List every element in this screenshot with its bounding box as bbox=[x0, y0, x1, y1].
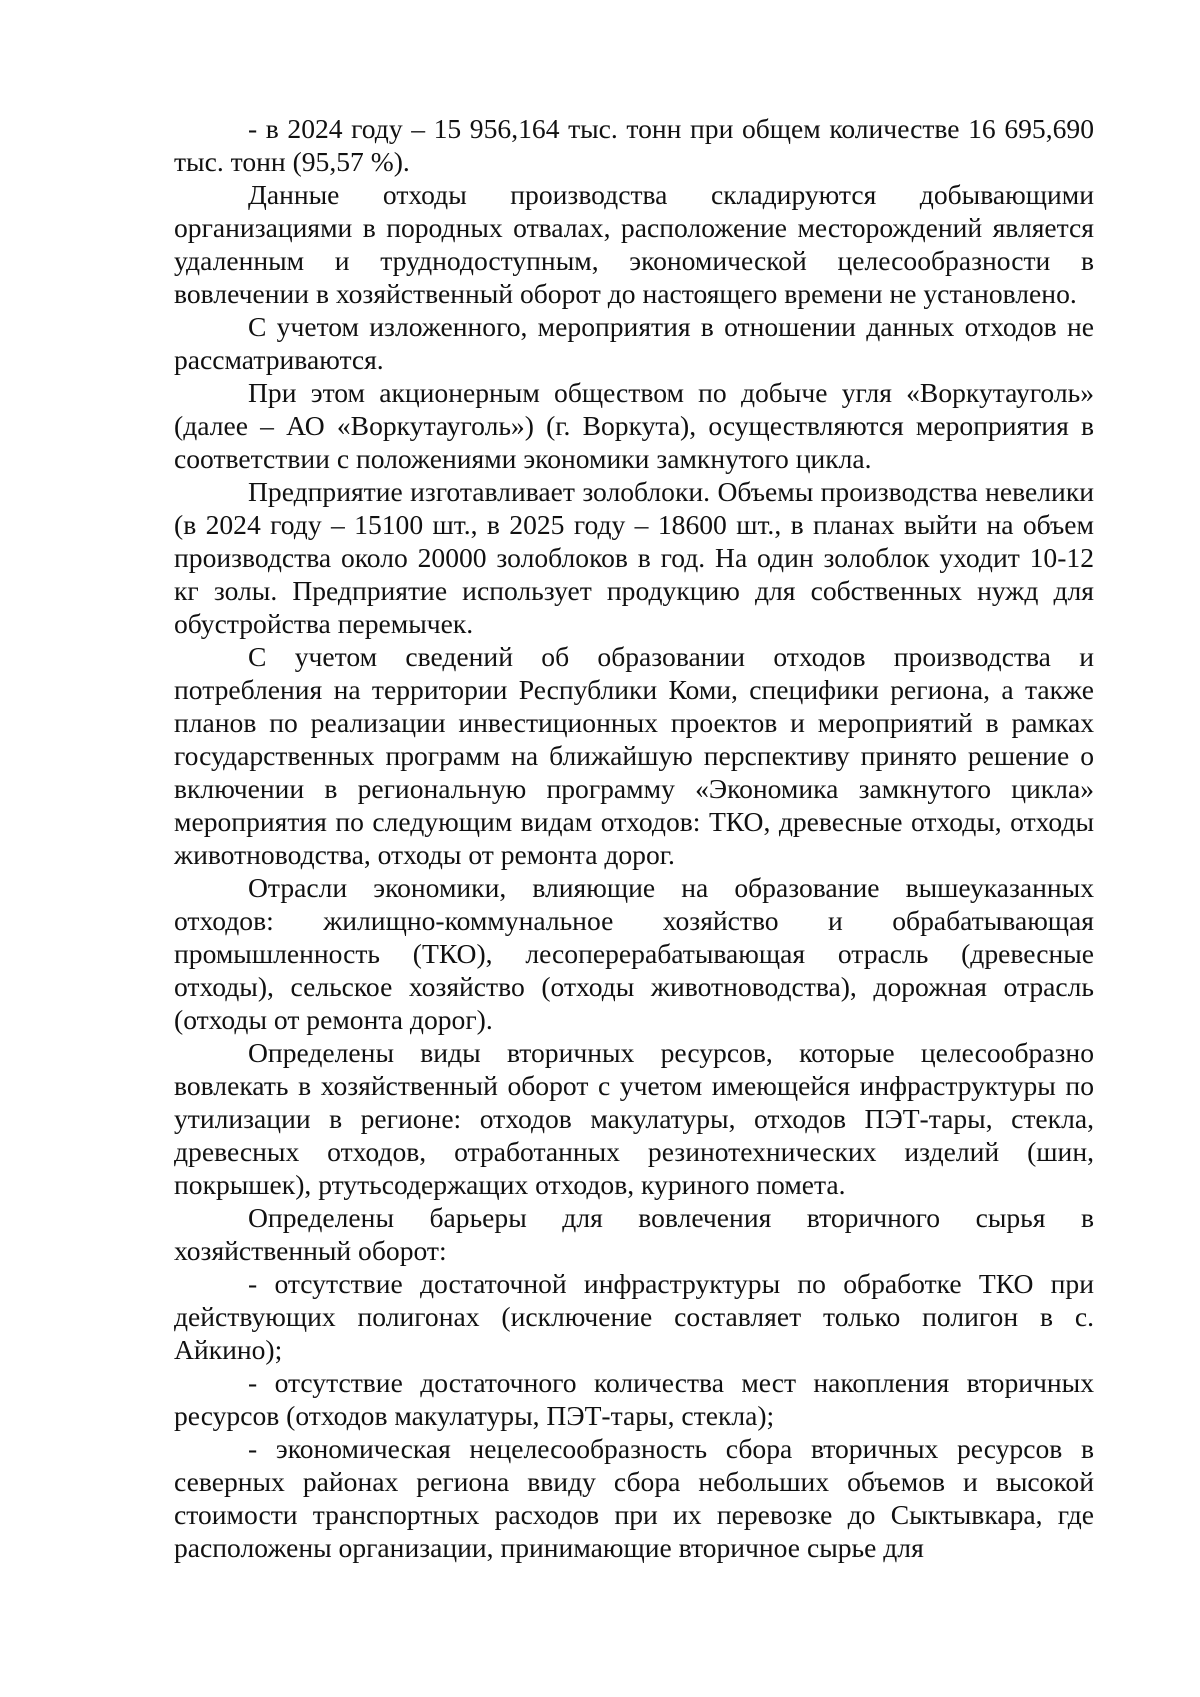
paragraph-11: - отсутствие достаточного количества мест накопления вторичных ресурсов (отходов макулатуры, ПЭТ-тары, стекла); bbox=[174, 1367, 1094, 1431]
paragraph-10: - отсутствие достаточной инфраструктуры по обработке ТКО при действующих полигонах (исключение составляет только полигон в с. Айкино); bbox=[174, 1268, 1094, 1365]
paragraph-8: Определены виды вторичных ресурсов, которые целесообразно вовлекать в хозяйственный оборот с учетом имеющейся инфраструктуры по утилизации в регионе: отходов макулатуры, отходов ПЭТ-тары, стекла, древесных отходов, отработанных резинотехнических изделий (шин, покрышек), ртутьсодержащих отходов, куриного помета. bbox=[174, 1037, 1094, 1200]
paragraph-9: Определены барьеры для вовлечения вторичного сырья в хозяйственный оборот: bbox=[174, 1202, 1094, 1266]
paragraph-7: Отрасли экономики, влияющие на образование вышеуказанных отходов: жилищно-коммунальное хозяйство и обрабатывающая промышленность (ТКО), лесоперерабатывающая отрасль (древесные отходы), сельское хозяйство (отходы животноводства), дорожная отрасль (отходы от ремонта дорог). bbox=[174, 872, 1094, 1035]
paragraph-4: При этом акционерным обществом по добыче угля «Воркутауголь» (далее – АО «Воркутауголь») (г. Воркута), осуществляются мероприятия в соответствии с положениями экономики замкнутого цикла. bbox=[174, 377, 1094, 474]
paragraph-6: С учетом сведений об образовании отходов производства и потребления на территории Республики Коми, специфики региона, а также планов по реализации инвестиционных проектов и мероприятий в рамках государственных программ на ближайшую перспективу принято решение о включении в региональную программу «Экономика замкнутого цикла» мероприятия по следующим видам отходов: ТКО, древесные отходы, отходы животноводства, отходы от ремонта дорог. bbox=[174, 641, 1094, 870]
document-page bbox=[174, 112, 1094, 1564]
paragraph-1: - в 2024 году – 15 956,164 тыс. тонн при общем количестве 16 695,690 тыс. тонн (95,57 %). bbox=[174, 113, 1094, 177]
paragraph-2: Данные отходы производства складируются добывающими организациями в породных отвалах, расположение месторождений является удаленным и труднодоступным, экономической целесообразности в вовлечении в хозяйственный оборот до настоящего времени не установлено. bbox=[174, 179, 1094, 309]
paragraph-12: - экономическая нецелесообразность сбора вторичных ресурсов в северных районах региона ввиду сбора небольших объемов и высокой стоимости транспортных расходов при их перевозке до Сыктывкара, где расположены организации, принимающие вторичное сырье для bbox=[174, 1433, 1094, 1563]
paragraph-5: Предприятие изготавливает золоблоки. Объемы производства невелики (в 2024 году – 15100 шт., в 2025 году – 18600 шт., в планах выйти на объем производства около 20000 золоблоков в год. На один золоблок уходит 10-12 кг золы. Предприятие использует продукцию для собственных нужд для обустройства перемычек. bbox=[174, 476, 1094, 639]
paragraph-3: С учетом изложенного, мероприятия в отношении данных отходов не рассматриваются. bbox=[174, 311, 1094, 375]
